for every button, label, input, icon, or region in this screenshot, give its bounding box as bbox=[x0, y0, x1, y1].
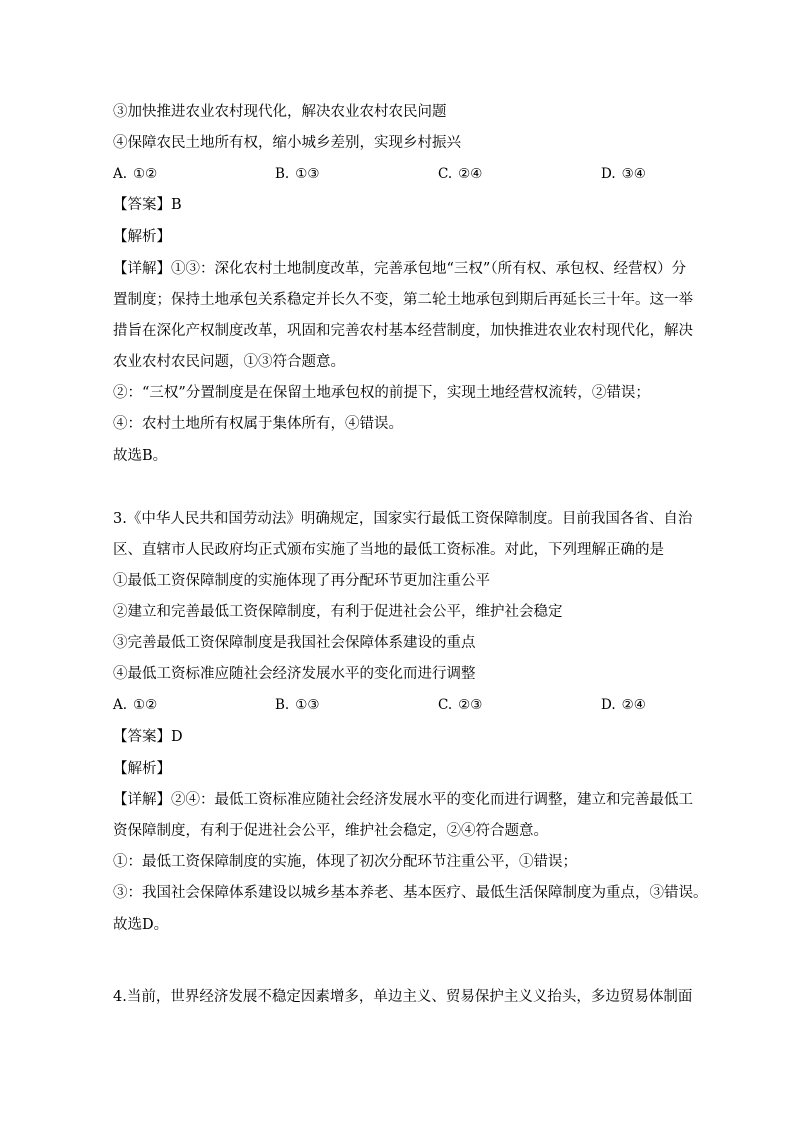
q2-analysis-heading: 【解析】 bbox=[113, 229, 171, 245]
q2-options bbox=[113, 162, 713, 186]
q2-detail-line: 农业农村农民问题，①③符合题意。 bbox=[113, 354, 345, 370]
q2-detail-line: ④：农村土地所有权属于集体所有，④错误。 bbox=[113, 416, 403, 432]
q2-detail-line: ②：“三权”分置制度是在保留土地承包权的前提下，实现土地经营权流转，②错误； bbox=[113, 385, 650, 401]
q2-detail-line: 措旨在深化产权制度改革，巩固和完善农村基本经营制度，加快推进农业农村现代化，解决 bbox=[113, 323, 693, 339]
q3-option-d: D. ②④ bbox=[601, 697, 646, 713]
q2-detail-line: 置制度；保持土地承包关系稳定并长久不变，第二轮土地承包到期后再延长三十年。这一举 bbox=[113, 292, 693, 308]
q3-detail-line: ③：我国社会保障体系建设以城乡基本养老、基本医疗、最低生活保障制度为重点，③错误。 bbox=[113, 885, 708, 901]
q2-detail-line: 【详解】①③：深化农村土地制度改革，完善承包地“三权”（所有权、承包权、经营权）分 bbox=[113, 261, 687, 277]
q3-conclusion: 故选D。 bbox=[113, 917, 169, 933]
q2-answer: 【答案】B bbox=[113, 197, 182, 213]
q3-stem-line: 3.《中华人民共和国劳动法》明确规定，国家实行最低工资保障制度。目前我国各省、自治 bbox=[113, 511, 693, 527]
q2-conclusion: 故选B。 bbox=[113, 448, 168, 464]
q2-option-b: B. ①③ bbox=[275, 166, 320, 182]
q3-statement: ④最低工资标准应随社会经济发展水平的变化而进行调整 bbox=[113, 666, 476, 682]
q3-analysis-heading: 【解析】 bbox=[113, 761, 171, 777]
q2-statement-4: ④保障农民土地所有权，缩小城乡差别，实现乡村振兴 bbox=[113, 135, 461, 151]
q3-options bbox=[113, 693, 713, 717]
q3-option-b: B. ①③ bbox=[275, 697, 320, 713]
q3-option-c: C. ②③ bbox=[438, 697, 483, 713]
q3-statement: ③完善最低工资保障制度是我国社会保障体系建设的重点 bbox=[113, 635, 476, 651]
q3-detail-line: 资保障制度，有利于促进社会公平，维护社会稳定，②④符合题意。 bbox=[113, 823, 548, 839]
q3-answer: 【答案】D bbox=[113, 729, 183, 745]
q3-statement: ②建立和完善最低工资保障制度，有利于促进社会公平，维护社会稳定 bbox=[113, 604, 563, 620]
q3-stem-line: 区、直辖市人民政府均正式颁布实施了当地的最低工资标准。对此，下列理解正确的是 bbox=[113, 542, 664, 558]
q3-detail-line: ①：最低工资保障制度的实施，体现了初次分配环节注重公平，①错误； bbox=[113, 854, 577, 870]
q2-option-c: C. ②④ bbox=[438, 166, 483, 182]
q2-option-d: D. ③④ bbox=[601, 166, 646, 182]
q3-option-a: A. ①② bbox=[113, 697, 158, 713]
q3-detail-line: 【详解】②④：最低工资标准应随社会经济发展水平的变化而进行调整，建立和完善最低工 bbox=[113, 792, 693, 808]
q4-stem: 4.当前，世界经济发展不稳定因素增多，单边主义、贸易保护主义义抬头，多边贸易体制面 bbox=[113, 989, 693, 1005]
q2-option-a: A. ①② bbox=[113, 166, 158, 182]
q3-statement: ①最低工资保障制度的实施体现了再分配环节更加注重公平 bbox=[113, 573, 490, 589]
q2-statement-3: ③加快推进农业农村现代化，解决农业农村农民问题 bbox=[113, 104, 447, 120]
